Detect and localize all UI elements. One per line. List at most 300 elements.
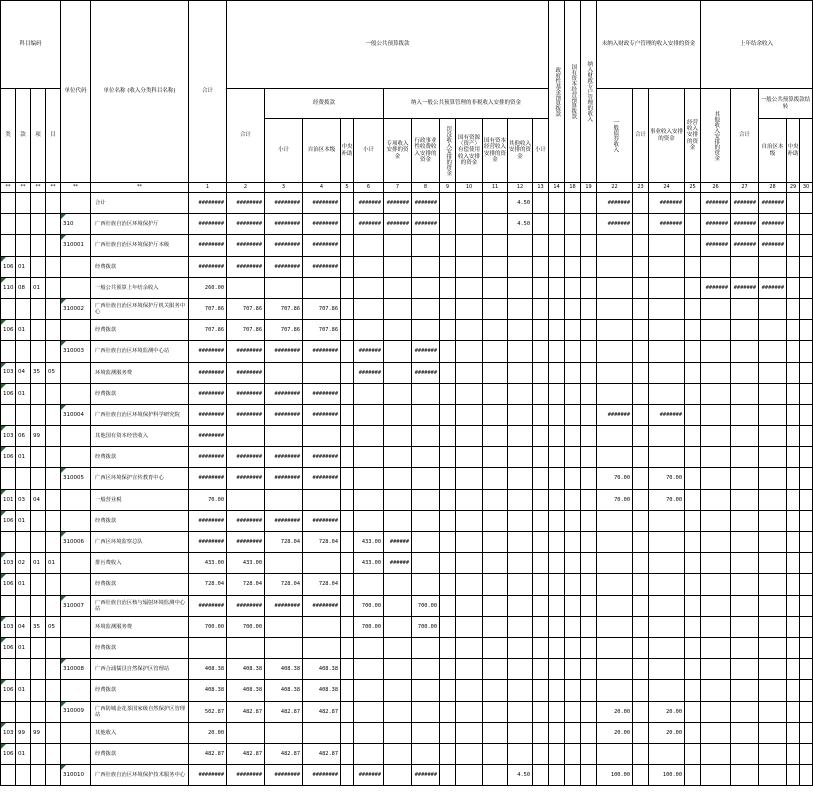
amount-cell <box>565 743 581 764</box>
amount-cell <box>787 277 800 298</box>
amount-cell: ######## <box>303 214 341 235</box>
amount-cell <box>533 426 549 447</box>
subject-code-cell: 01 <box>16 743 31 764</box>
amount-cell: ###### <box>384 532 412 553</box>
unit-name-cell: 其他收入 <box>91 722 189 743</box>
subject-code-cell <box>46 659 61 680</box>
column-number: 26 <box>701 183 731 193</box>
amount-cell <box>565 320 581 341</box>
amount-cell <box>787 659 800 680</box>
header-fiscal-special: 纳入财政专户管理的收入 <box>581 1 597 183</box>
amount-cell <box>533 510 549 531</box>
subject-code-cell: 106 <box>1 510 16 531</box>
amount-cell <box>565 659 581 680</box>
amount-cell <box>581 743 597 764</box>
amount-cell: ######## <box>227 447 265 468</box>
unit-name-cell: 广西壮族自治区环境保护厅 <box>91 214 189 235</box>
amount-cell <box>787 404 800 425</box>
amount-cell <box>759 489 787 510</box>
subject-code-cell <box>16 404 31 425</box>
amount-cell <box>440 637 456 658</box>
amount-cell <box>384 426 412 447</box>
amount-cell <box>633 341 649 362</box>
amount-cell <box>508 616 533 637</box>
amount-cell <box>440 743 456 764</box>
subject-code-cell <box>31 404 46 425</box>
unit-name-cell: 广西壮族自治区环境保护厅机关服务中心 <box>91 298 189 319</box>
amount-cell: ######## <box>265 765 303 786</box>
amount-cell <box>759 553 787 574</box>
subject-code-cell <box>31 574 46 595</box>
amount-cell <box>440 468 456 489</box>
header-app-central: 中央补助 <box>341 119 354 183</box>
amount-cell <box>456 595 483 616</box>
amount-cell: 707.86 <box>265 298 303 319</box>
amount-cell <box>565 447 581 468</box>
amount-cell <box>597 341 633 362</box>
amount-cell <box>685 447 701 468</box>
amount-cell: ######## <box>303 595 341 616</box>
table-row <box>1 595 813 616</box>
subject-code-cell <box>31 701 46 722</box>
amount-cell <box>412 637 440 658</box>
amount-cell <box>483 616 508 637</box>
amount-cell <box>685 722 701 743</box>
amount-cell <box>701 383 731 404</box>
amount-cell <box>440 341 456 362</box>
table-row <box>1 447 813 468</box>
amount-cell <box>800 298 813 319</box>
unit-name-cell: 合计 <box>91 193 189 214</box>
amount-cell <box>412 298 440 319</box>
amount-cell: ######## <box>303 468 341 489</box>
amount-cell <box>533 193 549 214</box>
amount-cell <box>549 298 565 319</box>
amount-cell <box>384 743 412 764</box>
header-co-central: 中央补助 <box>787 119 800 183</box>
amount-cell <box>440 235 456 256</box>
amount-cell <box>649 595 685 616</box>
column-number: 4 <box>303 183 341 193</box>
amount-cell <box>633 214 649 235</box>
unit-code-cell <box>61 426 91 447</box>
amount-cell <box>440 447 456 468</box>
amount-cell: 482.87 <box>265 743 303 764</box>
amount-cell <box>440 256 456 277</box>
subject-code-cell <box>16 701 31 722</box>
amount-cell <box>633 468 649 489</box>
amount-cell <box>440 722 456 743</box>
unit-name-cell: 经费拨款 <box>91 574 189 595</box>
amount-cell <box>227 489 265 510</box>
amount-cell <box>412 426 440 447</box>
amount-cell: 408.38 <box>227 680 265 701</box>
amount-cell <box>508 574 533 595</box>
amount-cell <box>549 341 565 362</box>
amount-cell <box>412 468 440 489</box>
amount-cell: 70.00 <box>189 489 227 510</box>
amount-cell <box>701 680 731 701</box>
amount-cell <box>549 468 565 489</box>
subject-code-cell <box>31 468 46 489</box>
amount-cell <box>384 595 412 616</box>
amount-cell: 482.87 <box>265 701 303 722</box>
subject-code-cell <box>1 532 16 553</box>
amount-cell <box>456 765 483 786</box>
amount-cell <box>341 298 354 319</box>
amount-cell <box>800 489 813 510</box>
amount-cell <box>341 235 354 256</box>
subject-code-cell: 99 <box>16 722 31 743</box>
amount-cell <box>508 426 533 447</box>
table-row <box>1 277 813 298</box>
amount-cell: ######## <box>227 341 265 362</box>
subject-code-cell <box>46 447 61 468</box>
amount-cell <box>508 447 533 468</box>
amount-cell <box>565 468 581 489</box>
amount-cell <box>800 680 813 701</box>
amount-cell <box>483 298 508 319</box>
amount-cell <box>685 214 701 235</box>
amount-cell <box>701 553 731 574</box>
amount-cell <box>303 637 341 658</box>
column-number: 6 <box>354 183 384 193</box>
amount-cell: ######## <box>265 341 303 362</box>
amount-cell <box>456 468 483 489</box>
amount-cell <box>633 680 649 701</box>
amount-cell <box>701 426 731 447</box>
column-number: 13 <box>533 183 549 193</box>
amount-cell <box>787 341 800 362</box>
amount-cell <box>303 616 341 637</box>
amount-cell <box>597 553 633 574</box>
amount-cell <box>685 383 701 404</box>
amount-cell: 20.00 <box>597 722 633 743</box>
subject-code-cell: 01 <box>16 256 31 277</box>
amount-cell <box>549 214 565 235</box>
amount-cell <box>354 574 384 595</box>
header-sa-total: 合计 <box>633 89 649 183</box>
amount-cell <box>731 489 759 510</box>
amount-cell: 482.87 <box>189 743 227 764</box>
amount-cell <box>581 277 597 298</box>
amount-cell <box>440 383 456 404</box>
amount-cell <box>412 256 440 277</box>
amount-cell: 700.00 <box>189 616 227 637</box>
amount-cell <box>533 765 549 786</box>
amount-cell <box>581 489 597 510</box>
amount-cell: 728.04 <box>265 574 303 595</box>
subject-code-cell <box>31 743 46 764</box>
amount-cell: 70.00 <box>649 468 685 489</box>
subject-code-cell <box>31 341 46 362</box>
subject-code-cell <box>46 298 61 319</box>
amount-cell <box>787 320 800 341</box>
amount-cell: 433.00 <box>189 553 227 574</box>
amount-cell: 707.86 <box>303 320 341 341</box>
column-number: 12 <box>508 183 533 193</box>
amount-cell: 20.00 <box>597 701 633 722</box>
amount-cell <box>581 341 597 362</box>
amount-cell <box>701 447 731 468</box>
amount-cell <box>565 553 581 574</box>
amount-cell <box>483 383 508 404</box>
amount-cell <box>341 574 354 595</box>
amount-cell <box>265 722 303 743</box>
table-row <box>1 510 813 531</box>
amount-cell: ####### <box>412 765 440 786</box>
unit-code-cell: 310004 <box>61 404 91 425</box>
amount-cell <box>456 426 483 447</box>
unit-code-cell <box>61 510 91 531</box>
amount-cell <box>800 553 813 574</box>
amount-cell: 700.00 <box>227 616 265 637</box>
amount-cell <box>303 362 341 383</box>
amount-cell <box>581 320 597 341</box>
amount-cell: 433.00 <box>227 553 265 574</box>
amount-cell <box>384 722 412 743</box>
subject-code-cell <box>46 214 61 235</box>
subject-code-cell <box>31 383 46 404</box>
amount-cell <box>412 553 440 574</box>
amount-cell <box>533 298 549 319</box>
header-item: 款 <box>16 89 31 183</box>
amount-cell <box>440 532 456 553</box>
header-co-general: 一般公共预算拨款结转 <box>759 89 813 119</box>
amount-cell: 707.86 <box>227 320 265 341</box>
amount-cell <box>354 701 384 722</box>
amount-cell <box>649 235 685 256</box>
amount-cell: 20.00 <box>649 701 685 722</box>
amount-cell <box>787 298 800 319</box>
table-row <box>1 362 813 383</box>
amount-cell: 700.00 <box>354 616 384 637</box>
amount-cell <box>731 510 759 531</box>
amount-cell <box>701 298 731 319</box>
header-section: 项 <box>31 89 46 183</box>
amount-cell <box>533 595 549 616</box>
amount-cell: ######## <box>227 256 265 277</box>
amount-cell <box>800 701 813 722</box>
unit-code-cell <box>61 383 91 404</box>
table-body <box>1 193 813 786</box>
amount-cell <box>549 743 565 764</box>
amount-cell <box>533 553 549 574</box>
amount-cell <box>456 637 483 658</box>
amount-cell <box>565 510 581 531</box>
amount-cell <box>549 235 565 256</box>
subject-code-cell: 103 <box>1 362 16 383</box>
amount-cell <box>341 616 354 637</box>
amount-cell <box>581 362 597 383</box>
amount-cell: 4.50 <box>508 765 533 786</box>
amount-cell <box>227 277 265 298</box>
subject-code-cell: 01 <box>31 553 46 574</box>
column-number: 10 <box>456 183 483 193</box>
amount-cell <box>508 362 533 383</box>
amount-cell <box>565 574 581 595</box>
amount-cell <box>533 468 549 489</box>
amount-cell: ######## <box>265 256 303 277</box>
subject-code-cell: 05 <box>46 362 61 383</box>
column-number: 1 <box>189 183 227 193</box>
amount-cell <box>581 722 597 743</box>
amount-cell <box>533 383 549 404</box>
amount-cell <box>483 320 508 341</box>
subject-code-cell: 106 <box>1 743 16 764</box>
table-row <box>1 574 813 595</box>
subject-code-cell <box>1 468 16 489</box>
amount-cell <box>354 383 384 404</box>
amount-cell <box>508 510 533 531</box>
amount-cell <box>303 489 341 510</box>
amount-cell: 728.04 <box>303 532 341 553</box>
amount-cell: ######## <box>303 383 341 404</box>
amount-cell <box>759 320 787 341</box>
unit-name-cell: 环境监测服务费 <box>91 616 189 637</box>
amount-cell <box>597 383 633 404</box>
amount-cell <box>456 277 483 298</box>
subject-code-cell <box>46 320 61 341</box>
header-carryover: 上年结余收入 <box>701 1 813 89</box>
amount-cell <box>597 595 633 616</box>
amount-cell <box>759 680 787 701</box>
amount-cell <box>354 510 384 531</box>
amount-cell: 408.38 <box>227 659 265 680</box>
amount-cell <box>565 595 581 616</box>
amount-cell <box>800 214 813 235</box>
subject-code-cell <box>31 298 46 319</box>
subject-code-cell <box>1 765 16 786</box>
amount-cell <box>533 680 549 701</box>
amount-cell <box>440 701 456 722</box>
amount-cell: 408.38 <box>303 680 341 701</box>
amount-cell: ####### <box>649 404 685 425</box>
amount-cell <box>549 701 565 722</box>
amount-cell <box>581 659 597 680</box>
amount-cell <box>456 510 483 531</box>
amount-cell <box>354 743 384 764</box>
amount-cell <box>581 298 597 319</box>
subject-code-cell <box>46 574 61 595</box>
table-row <box>1 383 813 404</box>
amount-cell <box>759 701 787 722</box>
amount-cell <box>440 214 456 235</box>
amount-cell <box>787 383 800 404</box>
table-row <box>1 659 813 680</box>
amount-cell <box>384 574 412 595</box>
amount-cell <box>549 426 565 447</box>
amount-cell <box>731 362 759 383</box>
amount-cell <box>581 235 597 256</box>
amount-cell <box>701 765 731 786</box>
amount-cell <box>701 574 731 595</box>
amount-cell: 4.50 <box>508 193 533 214</box>
subject-code-cell: 04 <box>31 489 46 510</box>
amount-cell <box>456 214 483 235</box>
amount-cell: ######## <box>189 235 227 256</box>
unit-name-cell: 经费拨款 <box>91 447 189 468</box>
subject-code-cell: 106 <box>1 383 16 404</box>
unit-code-cell: 310006 <box>61 532 91 553</box>
amount-cell <box>649 320 685 341</box>
amount-cell <box>533 341 549 362</box>
amount-cell <box>265 489 303 510</box>
amount-cell <box>549 616 565 637</box>
unit-code-cell <box>61 743 91 764</box>
unit-code-cell: 310010 <box>61 765 91 786</box>
column-number: 27 <box>731 183 759 193</box>
amount-cell <box>412 532 440 553</box>
subject-code-cell: 01 <box>16 320 31 341</box>
amount-cell <box>483 193 508 214</box>
amount-cell <box>787 616 800 637</box>
amount-cell: 700.00 <box>354 595 384 616</box>
amount-cell <box>384 341 412 362</box>
amount-cell <box>633 320 649 341</box>
subject-code-cell <box>1 701 16 722</box>
amount-cell <box>483 765 508 786</box>
amount-cell: ####### <box>701 214 731 235</box>
amount-cell <box>685 510 701 531</box>
amount-cell: ######## <box>189 447 227 468</box>
amount-cell <box>456 404 483 425</box>
amount-cell: 100.00 <box>597 765 633 786</box>
amount-cell <box>787 532 800 553</box>
subject-code-cell <box>31 659 46 680</box>
subject-code-cell: 106 <box>1 637 16 658</box>
amount-cell: ####### <box>354 214 384 235</box>
amount-cell <box>759 743 787 764</box>
unit-code-cell <box>61 447 91 468</box>
amount-cell <box>533 659 549 680</box>
unit-name-cell: 一般营业税 <box>91 489 189 510</box>
table-row <box>1 193 813 214</box>
amount-cell <box>533 574 549 595</box>
amount-cell: ####### <box>384 214 412 235</box>
amount-cell <box>341 743 354 764</box>
amount-cell <box>731 595 759 616</box>
amount-cell: 707.86 <box>265 320 303 341</box>
header-nt-col12: 其他收入安排的资金 <box>508 119 533 183</box>
subject-code-cell <box>46 235 61 256</box>
amount-cell: ######## <box>227 468 265 489</box>
amount-cell <box>759 532 787 553</box>
unit-name-cell: 广西壮族自治区核与辐射环境监测中心站 <box>91 595 189 616</box>
amount-cell: 700.00 <box>412 616 440 637</box>
amount-cell <box>701 532 731 553</box>
amount-cell <box>440 298 456 319</box>
amount-cell <box>701 616 731 637</box>
subject-code-cell: 101 <box>1 489 16 510</box>
amount-cell <box>265 553 303 574</box>
amount-cell <box>227 426 265 447</box>
amount-cell <box>508 468 533 489</box>
amount-cell <box>759 765 787 786</box>
amount-cell <box>597 574 633 595</box>
column-number: 28 <box>759 183 787 193</box>
amount-cell: 433.00 <box>354 532 384 553</box>
amount-cell <box>440 659 456 680</box>
amount-cell <box>685 193 701 214</box>
amount-cell <box>303 722 341 743</box>
amount-cell: ######## <box>303 193 341 214</box>
amount-cell <box>597 277 633 298</box>
amount-cell <box>341 468 354 489</box>
amount-cell <box>633 574 649 595</box>
amount-cell <box>759 404 787 425</box>
subject-code-cell <box>16 468 31 489</box>
